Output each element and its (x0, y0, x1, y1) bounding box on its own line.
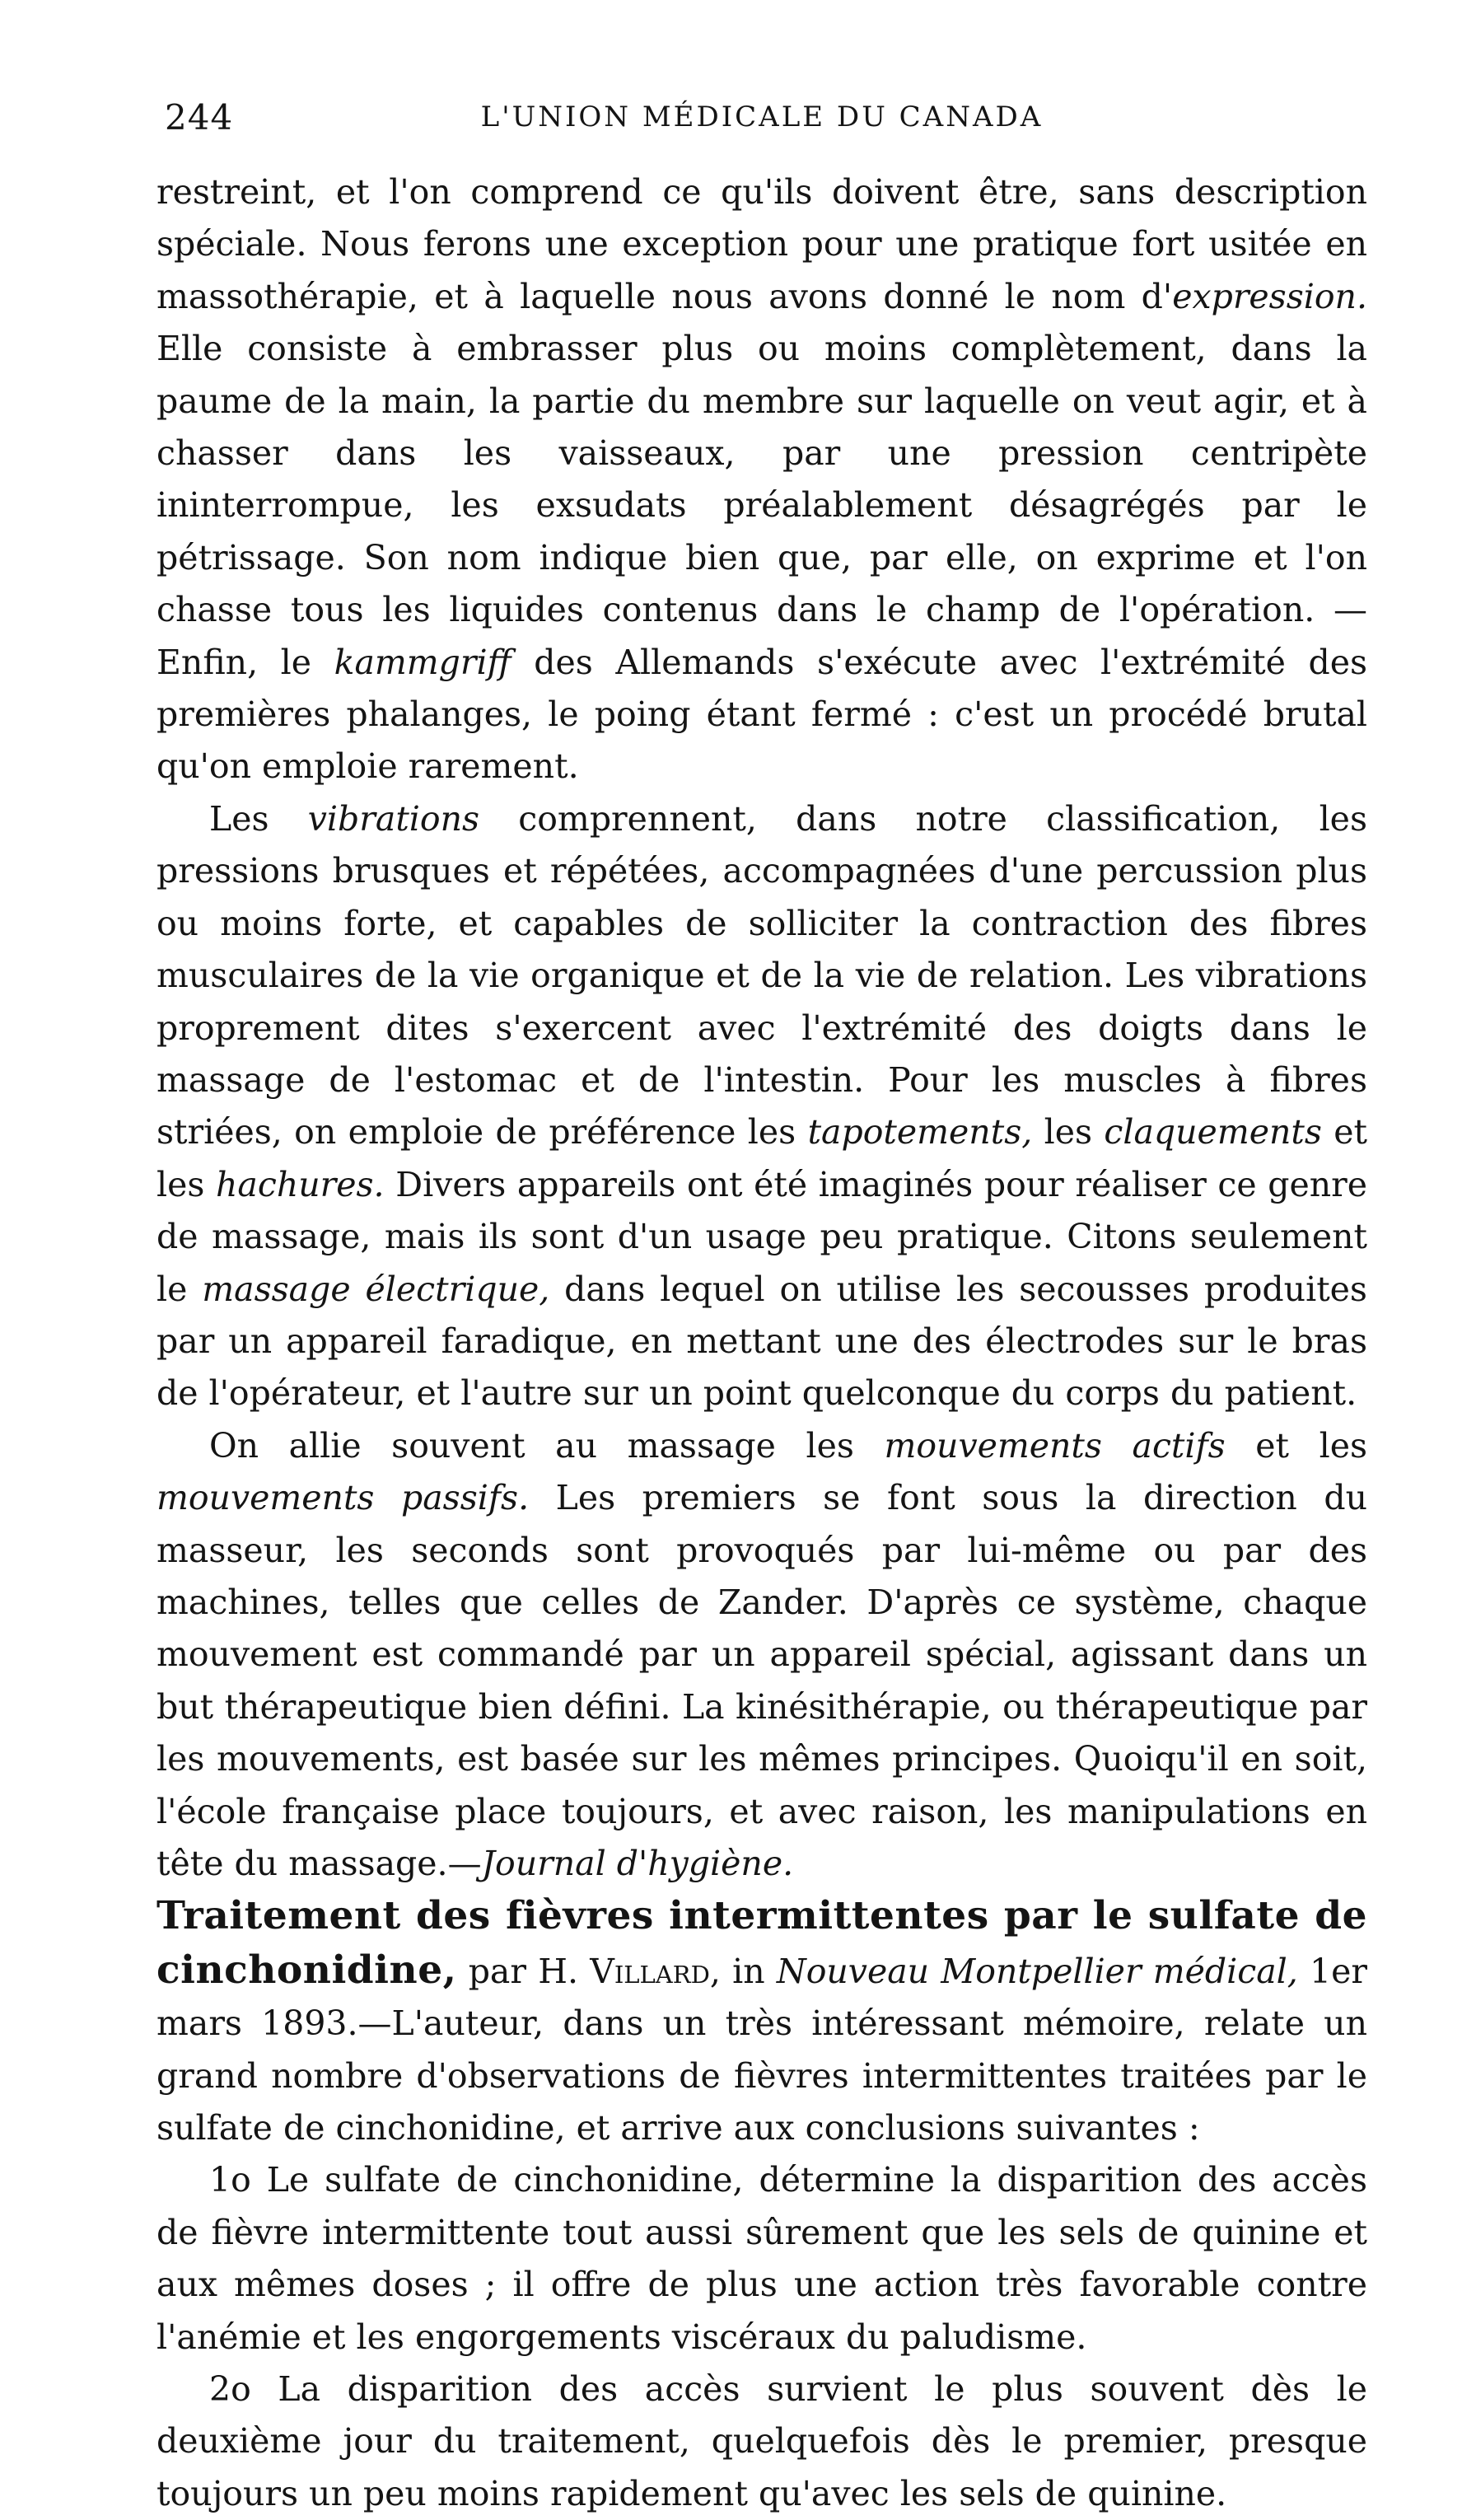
page-number: 244 (165, 97, 234, 138)
italic-term: mouvements passifs. (156, 1478, 530, 1518)
journal-title: L'UNION MÉDICALE DU CANADA (480, 101, 1044, 133)
italic-term: Journal d'hygiène. (481, 1844, 794, 1883)
italic-term: vibrations (307, 798, 480, 839)
page (156, 82, 1368, 2513)
body-paragraph (156, 166, 1367, 793)
after-author: , in (709, 1951, 777, 1991)
text-run: Les (209, 798, 308, 839)
conclusion-2: 2o La disparition des accès survient le plus souvent dès le deuxième jour du traitement, quelquefois dès le premier, presque toujours un peu moins rapidement qu'avec les sels de quinine. (156, 2369, 1367, 2513)
italic-term: kammgriff (334, 642, 511, 682)
body-paragraph (156, 793, 1367, 1420)
author-name: Villard (590, 1951, 710, 1991)
text-run: On allie souvent au massage les (209, 1425, 885, 1466)
text-run: et les (1225, 1425, 1367, 1466)
section-intro: 1er mars 1893.—L'auteur, dans un très intéressant mémoire, relate un grand nombre d'observations de fièvres intermittentes traitées par le sulfate de cinchonidine, et arrive aux conclusions suivantes : (156, 1951, 1367, 2148)
text-run: les (1032, 1112, 1105, 1152)
text-run: et les (156, 1112, 1367, 1204)
body-paragraph (156, 1420, 1367, 1891)
text-run: dans lequel on utilise les secousses produites par un appareil faradique, en mettant une des électrodes sur le bras de l'opérateur, et l'autre sur un point quelconque du corps du patient. (156, 1269, 1367, 1414)
article-body (156, 166, 1367, 2520)
source-journal: Nouveau Montpellier médical, (776, 1951, 1298, 1991)
italic-term: massage électrique, (202, 1269, 550, 1309)
text-run: Divers appareils ont été imaginés pour réaliser ce genre de massage, mais ils sont d'un usage peu pratique. Citons seulement le (156, 1164, 1367, 1309)
italic-term: expression. (1172, 276, 1367, 316)
massage-article (156, 166, 1367, 1890)
italic-term: claquements (1104, 1112, 1322, 1152)
text-run: comprennent, dans notre classification, les pressions brusques et répétées, accompagnées d'une percussion plus ou moins forte, et capables de solliciter la contraction des fibres musculaires de la vie organique et de la vie de relation. Les vibrations proprement dites s'exercent avec l'extrémité des doigts dans le massage de l'estomac et de l'intestin. Pour les muscles à fibres striées, on emploie de préférence les (156, 798, 1367, 1152)
text-run: des Allemands s'exécute avec l'extrémité des premières phalanges, le poing étant fermé : c'est un procédé brutal qu'on emploie rarement. (156, 642, 1368, 787)
section-title: Traitement des fièvres intermittentes par le sulfate de cinchonidine, (156, 1893, 1367, 1993)
text-run: restreint, et l'on comprend ce qu'ils doivent être, sans description spéciale. Nous ferons une exception pour une pratique fort usitée en massothérapie, et à laquelle nous avons donné le nom d' (156, 172, 1367, 316)
italic-term: mouvements actifs (884, 1425, 1226, 1466)
text-run: Elle consiste à embrasser plus ou moins complètement, dans la paume de la main, la partie du membre sur laquelle on veut agir, et à chasser dans les vaisseaux, par une pression centripète ininterrompue, les exsudats préalablement désagrégés par le pétrissage. Son nom indique bien que, par elle, on exprime et l'on chasse tous les liquides contenus dans le champ de l'opération. —Enfin, le (156, 329, 1367, 682)
running-head (156, 82, 1367, 140)
conclusion-1: 1o Le sulfate de cinchonidine, détermine la disparition des accès de fièvre intermittente tout aussi sûrement que les sels de quinine et aux mêmes doses ; il offre de plus une action très favorable contre l'anémie et les engorgements viscéraux du paludisme. (156, 2160, 1367, 2357)
section-heading-paragraph (156, 1890, 1367, 2154)
italic-term: tapotements, (807, 1112, 1033, 1152)
italic-term: hachures. (216, 1164, 385, 1204)
text-run: Les premiers se font sous la direction du masseur, les seconds sont provoqués par lui-même ou par des machines, telles que celles de Zander. D'après ce système, chaque mouvement est commandé par un appareil spécial, agissant dans un but thérapeutique bien défini. La kinésithérapie, ou thérapeutique par les mouvements, est basée sur les mêmes principes. Quoiqu'il en soit, l'école française place toujours, et avec raison, les manipulations en tête du massage.— (156, 1478, 1367, 1883)
author-prefix: par H. (456, 1951, 591, 1991)
